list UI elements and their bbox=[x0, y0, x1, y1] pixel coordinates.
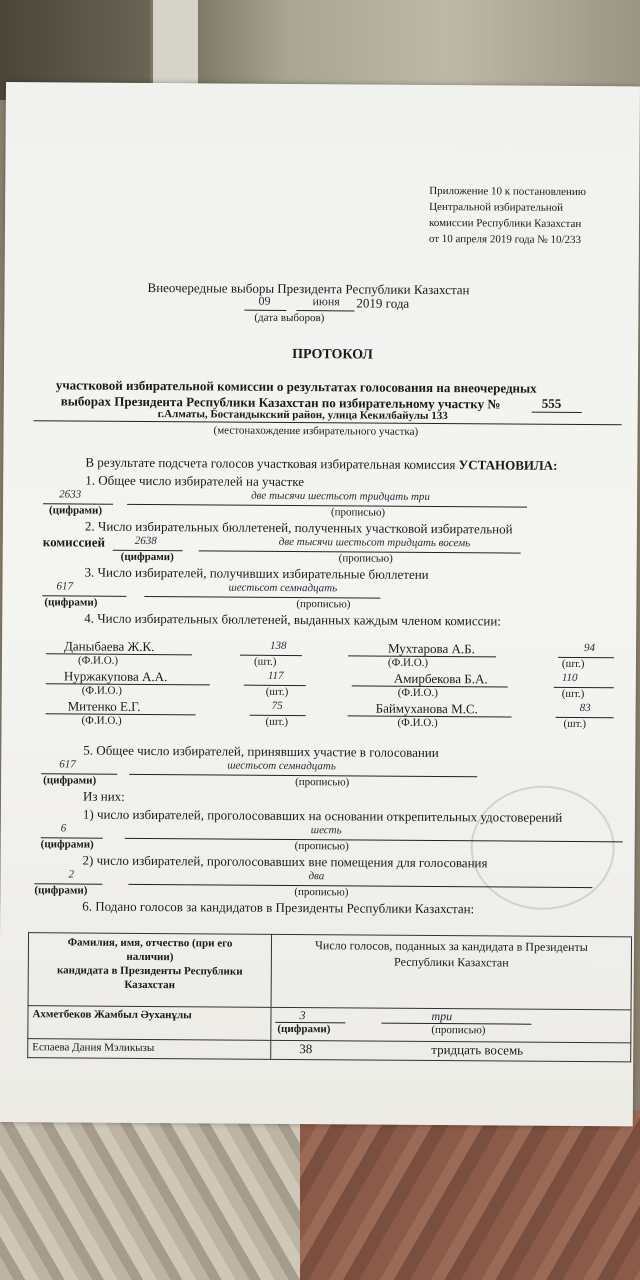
item-5-digits: 617 bbox=[59, 758, 76, 771]
candidate-votes-digits: 38 bbox=[299, 1041, 313, 1057]
protocol-subtitle: участковой избирательной комиссии о результатах голосования на внеочередных bbox=[55, 377, 537, 396]
protocol-subtitle: выборах Президента Республики Казахстан по избирательному участку № bbox=[60, 393, 501, 412]
member-name: Баймуханова М.С. bbox=[375, 700, 478, 717]
item-5-2-digits: 2 bbox=[68, 868, 75, 881]
election-year: 2019 года bbox=[356, 295, 410, 311]
item-4-label: 4. Число избирательных бюллетеней, выданных каждым членом комиссии: bbox=[84, 610, 502, 629]
member-count: 83 bbox=[579, 702, 591, 715]
background-floor-tiles bbox=[0, 1110, 300, 1280]
appendix-line: Центральной избирательной bbox=[429, 200, 564, 214]
intro-text: В результате подсчета голосов участковая избирательная комиссия УСТАНОВИЛА: bbox=[85, 454, 558, 473]
item-2-label-cont: комиссией bbox=[42, 534, 106, 550]
item-2-words: две тысячи шестьсот тридцать восемь bbox=[278, 535, 471, 550]
member-count: 94 bbox=[584, 642, 596, 655]
member-count: 117 bbox=[267, 669, 284, 682]
item-5-2-words: два bbox=[308, 870, 325, 883]
candidate-votes-words: тридцать восемь bbox=[431, 1041, 524, 1058]
faint-stamp bbox=[470, 785, 615, 910]
item-2-digits: 2638 bbox=[134, 534, 157, 548]
item-3-words: шестьсот семнадцать bbox=[228, 581, 338, 595]
member-name: Даныбаева Ж.К. bbox=[64, 638, 155, 655]
member-name: Амирбекова Б.А. bbox=[393, 670, 488, 687]
member-name: Мухтарова А.Б. bbox=[388, 640, 475, 657]
election-day: 09 bbox=[258, 293, 271, 308]
item-5-1-label: 1) число избирателей, проголосовавших на основании открепительных удостоверений bbox=[82, 806, 563, 825]
candidate-votes-words: три bbox=[431, 1008, 453, 1024]
results-table bbox=[27, 932, 632, 1062]
member-name: Нуржакупова А.А. bbox=[63, 668, 168, 685]
item-5-words: шестьсот семнадцать bbox=[227, 759, 336, 773]
item-5-2-label: 2) число избирателей, проголосовавших вне помещения для голосования bbox=[82, 852, 488, 871]
station-location: г.Алматы, Бостандыкский район, улица Кекилбайулы 133 bbox=[157, 408, 448, 423]
item-6-label: 6. Подано голосов за кандидатов в Президенты Республики Казахстан: bbox=[82, 898, 475, 917]
election-title: Внеочередные выборы Президента Республики Казахстан bbox=[147, 279, 470, 298]
member-count: 138 bbox=[270, 639, 287, 652]
member-count: 110 bbox=[561, 671, 578, 685]
station-number: 555 bbox=[541, 395, 562, 411]
date-caption: (дата выборов) bbox=[254, 311, 325, 325]
candidate-name: Еспаева Дания Мэликызы bbox=[28, 1039, 271, 1060]
table-header-row: Фамилия, имя, отчество (при его наличии) кандидата в Президенты Республики Казахстан Число голосов, поданных за кандидата в Президенты Республики Казахстан bbox=[28, 933, 631, 1010]
table-row: Ахметбеков Жамбыл Әуханұлы 3 (цифрами) три (прописью) bbox=[28, 1006, 631, 1043]
location-caption: (местонахождение избирательного участка) bbox=[213, 424, 419, 438]
election-month: июня bbox=[312, 294, 340, 309]
item-5-1-digits: 6 bbox=[60, 822, 67, 835]
item-1-words: две тысячи шестьсот тридцать три bbox=[251, 489, 430, 503]
member-count: 75 bbox=[271, 699, 283, 712]
item-5-label: 5. Общее число избирателей, принявших участие в голосовании bbox=[83, 742, 439, 761]
item-2-label: 2. Число избирательных бюллетеней, полученных участковой избирательной bbox=[84, 518, 513, 537]
table-row bbox=[28, 1039, 631, 1062]
appendix-line: от 10 апреля 2019 года № 10/233 bbox=[428, 232, 582, 247]
item-1-digits: 2633 bbox=[59, 488, 82, 501]
protocol-heading: ПРОТОКОЛ bbox=[292, 347, 373, 363]
of-them-label: Из них: bbox=[82, 788, 125, 804]
appendix-line: Приложение 10 к постановлению bbox=[429, 184, 587, 199]
protocol-document: Приложение 10 к постановлению Центральной избирательной комиссии Республики Казахстан от 10 апреля 2019 года № 10/233 Внеочередные выборы Президента Республики Казахстан 09 июня 2019 года (дата выборов) ПРОТОКОЛ участковой избирательной комиссии о результатах голосования на внеочередных выборах Президента Республики Казахстан по избирательному участку № 555 г.Алматы, Бостандыкский район, улица Кекилбайулы 133 (местонахождение избирательного участка) В результате подсчета голосов участковая избирательная комиссия УСТАНОВИЛА: 1. Общее число избирателей на участке 2633 две тысячи шестьсот тридцать три (цифрами) (прописью) 2. Число избирательных бюллетеней, полученных участковой избирательной комиссией 2638 две тысячи шестьсот тридцать восемь (цифрами) (прописью) 3. Число избирателей, получивших избирательные бюллетени 617 шестьсот семнадцать (цифрами) (прописью) 4. Число избирательных бюллетеней, выданных каждым членом комиссии: Даныбаева Ж.К. (Ф.И.О.) 138 (шт.) Мухтарова А.Б. (Ф.И.О.) 94 (шт.) Нуржакупова А.А. (Ф.И.О.) 117 (шт.) Амирбекова Б.А. (Ф.И.О.) 110 (шт.) Митенко Е.Г. (Ф.И.О.) 75 (шт.) Баймуханова М.С. (Ф.И.О.) 83 (шт.) 5. Общее число избирателей, принявших участие в голосовании 617 шестьсот семнадцать (цифрами) (прописью) Из них: 1) число избирателей, проголосовавших на основании открепительных удостоверений 6 шесть (цифрами) (прописью) 2) число избирателей, проголосовавших вне помещения для голосования 2 два (цифрами) (прописью) 6. Подано голосов за кандидатов в Президенты Республики Казахстан: Фамилия, имя, отчество (при его наличии) кандидата в Президенты Республики Казахстан Число голосов, поданных за кандидата в Президенты Республики Казахстан Ахметбеков Жамбыл Әуханұлы 3 (цифрами) три (прописью) Еспаева Дания Мэликызы 38 тридцать восемь bbox=[0, 82, 640, 1126]
candidate-votes-digits: 3 bbox=[299, 1008, 306, 1023]
member-name: Митенко Е.Г. bbox=[67, 698, 141, 714]
appendix-line: комиссии Республики Казахстан bbox=[428, 216, 582, 231]
candidate-name: Ахметбеков Жамбыл Әуханұлы bbox=[28, 1006, 271, 1041]
item-5-1-words: шесть bbox=[310, 824, 342, 837]
item-3-label: 3. Число избирателей, получивших избирательные бюллетени bbox=[84, 564, 429, 582]
item-1-label: 1. Общее число избирателей на участке bbox=[85, 472, 305, 490]
item-3-digits: 617 bbox=[56, 580, 74, 593]
